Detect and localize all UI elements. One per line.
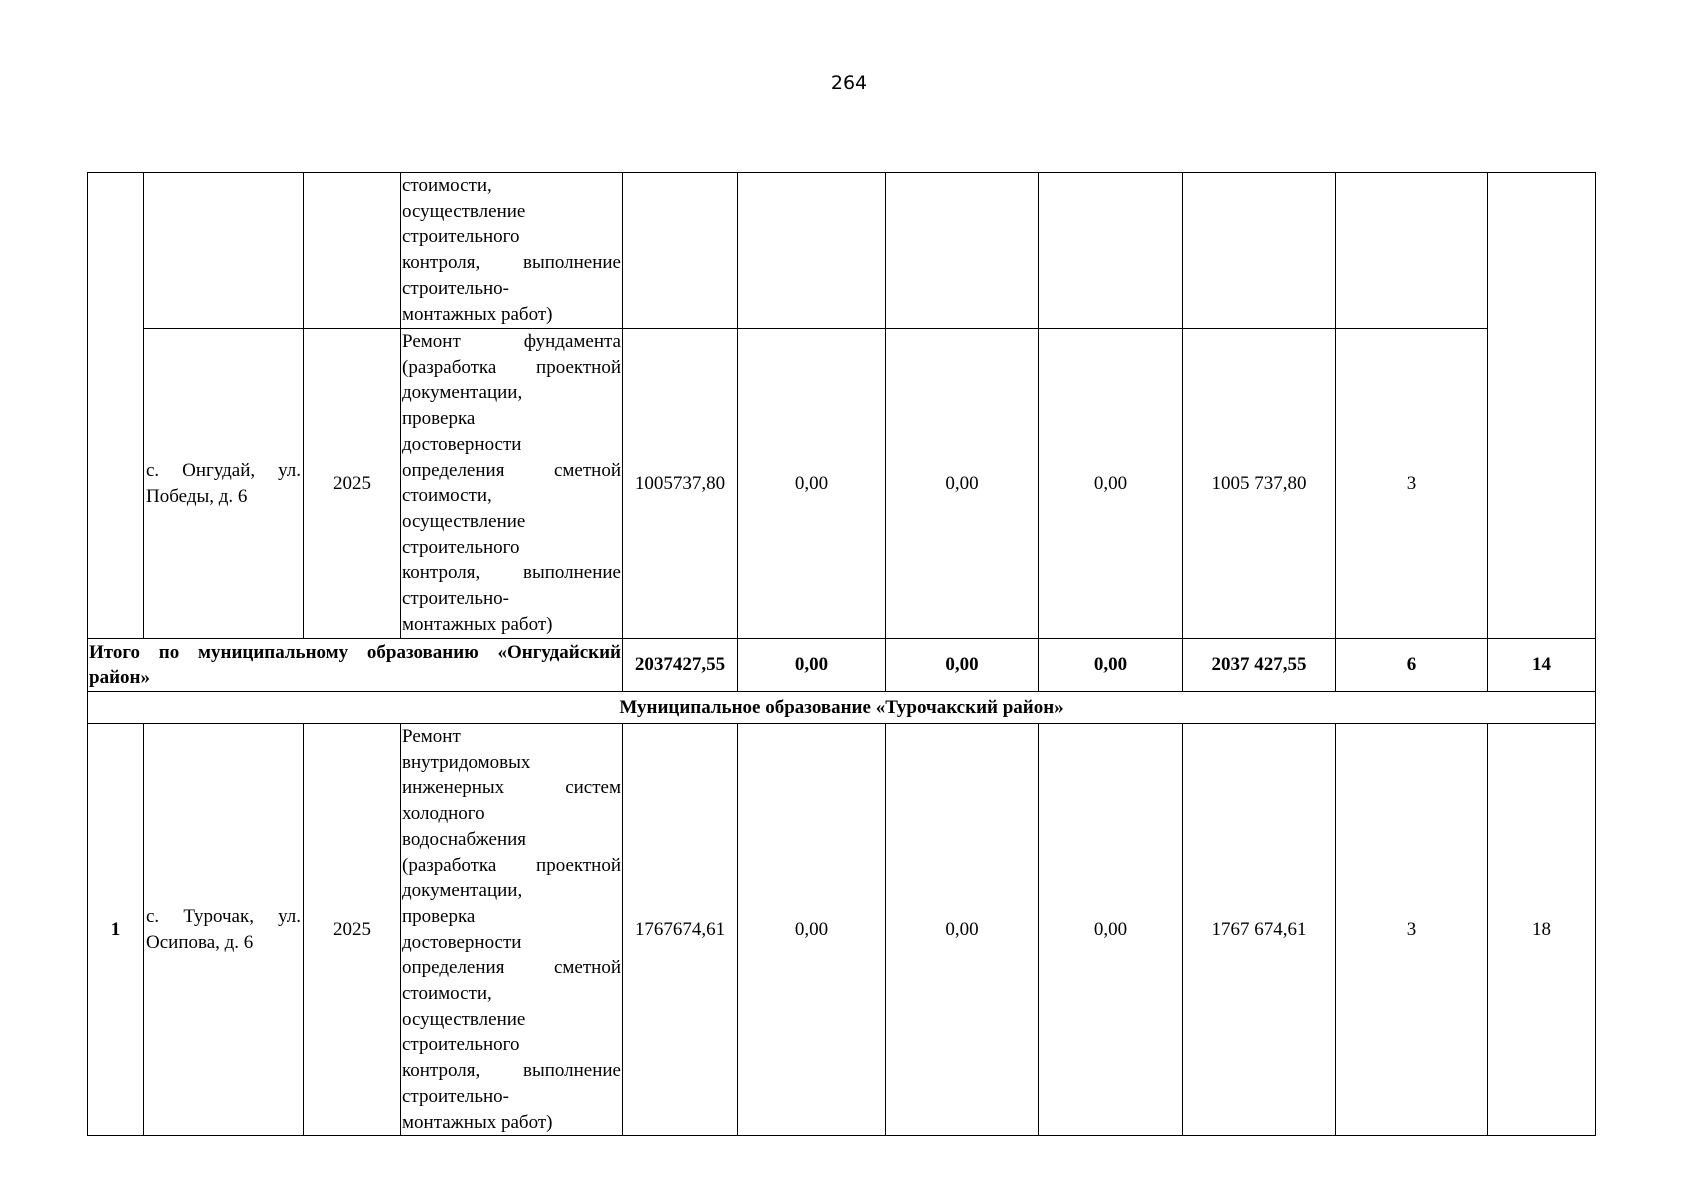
cell-empty [1183, 173, 1336, 329]
cell-count-continued [1488, 173, 1596, 639]
cell-address-continued [144, 173, 304, 329]
cell-empty [623, 173, 738, 329]
cell-value: 0,00 [886, 724, 1039, 1136]
cell-stage: 3 [1336, 329, 1488, 639]
cell-num: 1 [88, 724, 144, 1136]
cell-address: с. Онгудай, ул. Победы, д. 6 [144, 329, 304, 639]
page-number: 264 [830, 72, 868, 94]
cell-stage: 3 [1336, 724, 1488, 1136]
cell-total-cost: 2037427,55 [623, 639, 738, 692]
cell-stage: 6 [1336, 639, 1488, 692]
cell-empty [1039, 173, 1183, 329]
cell-value: 0,00 [1039, 724, 1183, 1136]
cell-value: 0,00 [1039, 639, 1183, 692]
cell-description: Ремонт фундамента (разработка проектной документации, проверка достоверности определения сметной стоимости, осуществление строительного контроля, выполнение строительно- монтажных работ) [401, 329, 623, 639]
table-row-total [88, 639, 1596, 692]
cell-address: с. Турочак, ул. Осипова, д. 6 [144, 724, 304, 1136]
cell-count: 14 [1488, 639, 1596, 692]
cell-total-label: Итого по муниципальному образованию «Онгудайский район» [88, 639, 623, 692]
cell-fund-value: 2037 427,55 [1183, 639, 1336, 692]
cell-empty [1336, 173, 1488, 329]
cell-value: 0,00 [1039, 329, 1183, 639]
cell-empty [738, 173, 886, 329]
table-row [88, 329, 1596, 639]
cell-total-cost: 1005737,80 [623, 329, 738, 639]
cell-fund-value: 1767 674,61 [1183, 724, 1336, 1136]
cell-value: 0,00 [738, 639, 886, 692]
cell-value: 0,00 [886, 639, 1039, 692]
cell-description: Ремонт внутридомовых инженерных систем холодного водоснабжения (разработка проектной документации, проверка достоверности определения сметной стоимости, осуществление строительного контроля, выполнение строительно- монтажных работ) [401, 724, 623, 1136]
section-title: Муниципальное образование «Турочакский район» [88, 692, 1596, 724]
cell-fund-value: 1005 737,80 [1183, 329, 1336, 639]
cell-value: 0,00 [738, 724, 886, 1136]
cell-count: 18 [1488, 724, 1596, 1136]
cell-total-cost: 1767674,61 [623, 724, 738, 1136]
table-row [88, 724, 1596, 1136]
cell-description: стоимости, осуществление строительного контроля, выполнение строительно- монтажных работ) [401, 173, 623, 329]
cell-value: 0,00 [886, 329, 1039, 639]
table-row-section [88, 692, 1596, 724]
repair-program-table [87, 172, 1596, 1136]
cell-num-continued [88, 173, 144, 639]
table-row-continuation [88, 173, 1596, 329]
cell-year: 2025 [304, 329, 401, 639]
cell-empty [886, 173, 1039, 329]
cell-value: 0,00 [738, 329, 886, 639]
cell-year-continued [304, 173, 401, 329]
cell-year: 2025 [304, 724, 401, 1136]
